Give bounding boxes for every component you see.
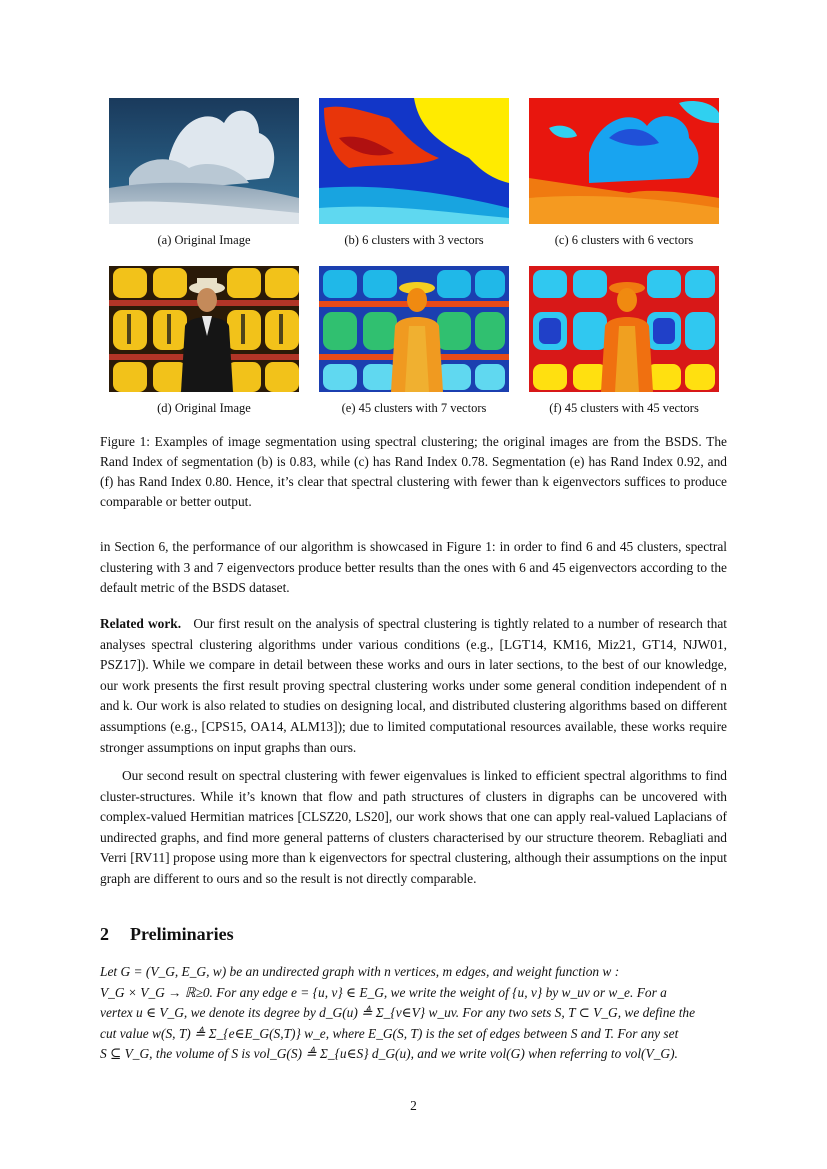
page-number: 2 (410, 1098, 417, 1113)
paragraph-preliminaries (100, 962, 727, 1065)
caption-f: (f) 45 clusters with 45 vectors (549, 401, 699, 415)
original-image-lanterns (109, 266, 299, 392)
section-number: 2 (100, 924, 109, 944)
caption-a: (a) Original Image (157, 233, 251, 247)
figure-panel-d (109, 266, 299, 416)
prelim-line-5: S ⊆ V_G, the volume of S is vol_G(S) ≜ Σ_{u∈S} d_G(u), and we write vol(G) when referring to vol(V_G). (100, 1046, 678, 1062)
figure-caption-text: Examples of image segmentation using spectral clustering; the original images are from the BSDS. The Rand Index of segmentation (b) is 0.83, while (c) has Rand Index 0.78. Segmentation (e) has Rand Index 0.92, and (f) has Rand Index 0.80. Hence, it’s clear that spectral clustering with fewer than k eigenvectors suffices to produce comparable or better output. (100, 434, 727, 509)
figure-panel-b (319, 98, 509, 248)
related-work-text: Our first result on the analysis of spectral clustering is tightly related to a number of research that analyses spectral clustering algorithms under various conditions (e.g., [LGT14, KM16, Miz21, GT14, NJW01, PSZ17]). While we compare in detail between these works and ours in later sections, to the best of our knowledge, our work presents the first result proving spectral clustering works under some general condition independent of n and k. Our work is also related to studies on designing local, and distributed clustering algorithms based on different assumptions (e.g., [CPS15, OA14, ALM13]); due to limited computational resources available, these works require stronger assumptions on input graphs than ours. (100, 616, 727, 755)
segmentation-e (319, 266, 509, 392)
figure-caption (100, 432, 727, 512)
prelim-line-3: vertex u ∈ V_G, we denote its degree by d_G(u) ≜ Σ_{v∈V} w_uv. For any two sets S, T ⊂ V_G, we define the (100, 1005, 696, 1021)
caption-d: (d) Original Image (157, 401, 251, 415)
figure-panel-c (529, 98, 719, 248)
caption-c: (c) 6 clusters with 6 vectors (554, 233, 694, 247)
related-work-heading: Related work. (100, 616, 182, 631)
section-title: Preliminaries (130, 924, 234, 944)
caption-e: (e) 45 clusters with 7 vectors (341, 401, 487, 415)
segmentation-c (529, 98, 719, 224)
segmentation-f (529, 266, 719, 392)
original-image-clouds (109, 98, 299, 224)
segmentation-b (319, 98, 509, 224)
paragraph-related-work (100, 614, 727, 758)
figure-panel-f (529, 266, 719, 416)
figure-caption-label: Figure 1: (100, 434, 151, 449)
figure-panel-a (109, 98, 299, 248)
prelim-line-4: cut value w(S, T) ≜ Σ_{e∈E_G(S,T)} w_e, where E_G(S, T) is the set of edges between S and T. For any set (100, 1025, 679, 1041)
section-heading (100, 924, 234, 945)
paragraph-second-result: Our second result on spectral clustering with fewer eigenvalues is linked to efficient spectral algorithms to find cluster-structures. While it’s known that flow and path structures of clusters in digraphs can be uncovered with complex-valued Hermitian matrices [CLSZ20, LS20], our work shows that one can apply real-valued Laplacians of undirected graphs, and find more general patterns of clusters characterised by our structure theorem. Rebagliati and Verri [RV11] propose using more than k eigenvectors for spectral clustering, although their assumptions on the input graph are different to ours and so the result is not directly comparable. (100, 768, 727, 886)
paragraph-intro: in Section 6, the performance of our algorithm is showcased in Figure 1: in order to find 6 and 45 clusters, spectral clustering with 3 and 7 eigenvectors produce better results than the ones with 6 and 45 eigenvectors according to the default metric of the BSDS dataset. (100, 539, 727, 596)
caption-b: (b) 6 clusters with 3 vectors (344, 233, 484, 247)
prelim-line-2: V_G × V_G → ℝ≥0. For any edge e = {u, v} ∈ E_G, we write the weight of {u, v} by w_uv or w_e. For a (100, 984, 667, 1000)
prelim-line-1: Let G = (V_G, E_G, w) be an undirected graph with n vertices, m edges, and weight function w : (100, 964, 620, 979)
figure-panel-e (319, 266, 509, 416)
